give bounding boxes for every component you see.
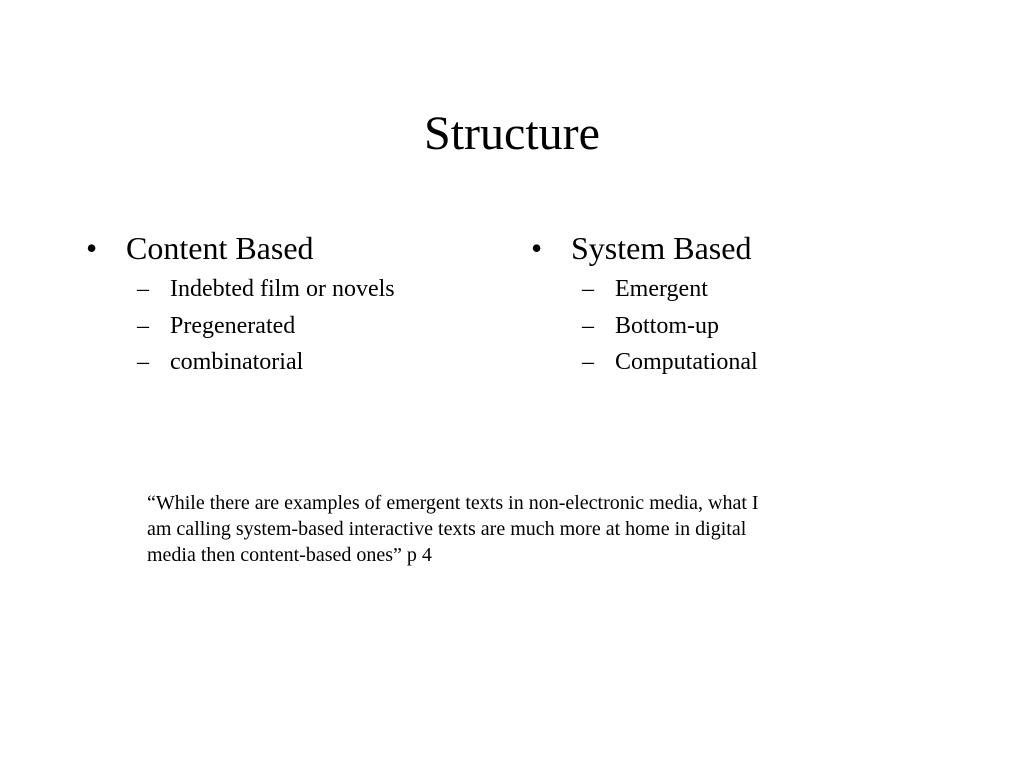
sub-bullet-item [531, 344, 951, 381]
sub-bullet-item [531, 271, 951, 308]
bullet-system-based [531, 228, 951, 268]
dash-icon: – [582, 276, 594, 302]
sub-bullet-text: Indebted film or novels [170, 276, 395, 302]
bullet-content-based [86, 228, 506, 268]
dash-icon: – [582, 349, 594, 375]
sub-bullet-text: Emergent [615, 276, 708, 302]
sub-bullet-list [531, 271, 951, 381]
quote-text: “While there are examples of emergent texts in non-electronic media, what I am calling system-based interactive texts are much more at home in digital media then content-based ones” p 4 [147, 492, 759, 566]
sub-bullet-text: Pregenerated [170, 312, 296, 339]
dash-icon: – [582, 312, 594, 339]
sub-bullet-text: Computational [615, 349, 758, 375]
content-based-column [86, 228, 506, 381]
bullet-heading: System Based [571, 230, 752, 266]
bullet-dot-icon: • [86, 230, 98, 266]
sub-bullet-item [86, 344, 506, 381]
sub-bullet-text: combinatorial [170, 349, 304, 375]
bullet-dot-icon: • [531, 230, 543, 266]
sub-bullet-item [86, 271, 506, 308]
bullet-heading: Content Based [126, 230, 314, 266]
system-based-column [531, 228, 951, 381]
dash-icon: – [137, 349, 149, 375]
sub-bullet-item [86, 308, 506, 345]
dash-icon: – [137, 312, 149, 339]
sub-bullet-list [86, 271, 506, 381]
sub-bullet-item [531, 308, 951, 345]
dash-icon: – [137, 276, 149, 302]
slide-title: Structure [424, 107, 600, 160]
sub-bullet-text: Bottom-up [615, 312, 720, 339]
